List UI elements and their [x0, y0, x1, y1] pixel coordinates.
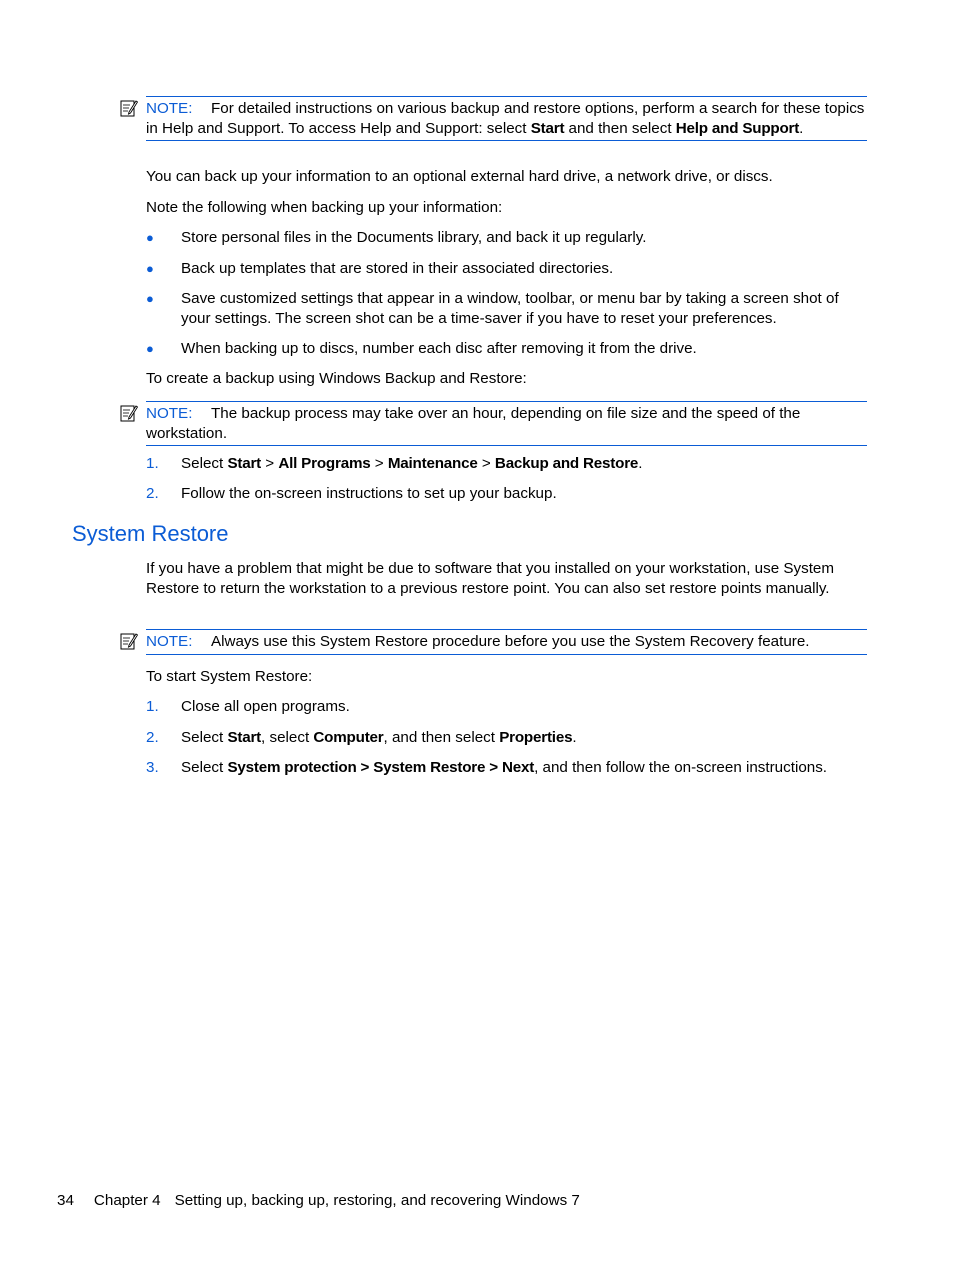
- ui-term-properties: Properties: [499, 729, 573, 746]
- note-box-help-support: [146, 96, 867, 141]
- step-number: 2.: [146, 729, 159, 746]
- ui-term-help-and-support: Help and Support: [675, 119, 800, 137]
- step-text-part: Select: [181, 455, 228, 472]
- step-text-part: Select: [181, 759, 228, 776]
- note-pencil-icon: [120, 99, 138, 117]
- note-text: .: [799, 119, 804, 137]
- step-text-part: , select: [261, 729, 314, 746]
- bullet-icon: ●: [146, 291, 154, 306]
- chapter-title: Setting up, backing up, restoring, and recovering Windows 7: [174, 1192, 580, 1209]
- ui-term-start: Start: [227, 729, 262, 746]
- note-text: The backup process may take over an hour, depending on file size and the speed of the workstation.: [146, 405, 801, 442]
- list-item-text: Save customized settings that appear in a window, toolbar, or menu bar by taking a screen shot of your settings. The screen shot can be a time-saver if you have to reset your preferences.: [181, 290, 839, 327]
- step-text: Follow the on-screen instructions to set up your backup.: [181, 485, 557, 502]
- bullet-icon: ●: [146, 341, 154, 356]
- section-heading: System Restore: [72, 521, 229, 546]
- step-text: Close all open programs.: [181, 698, 350, 715]
- step-text-part: .: [638, 455, 643, 472]
- ui-term-start: Start: [530, 119, 565, 137]
- note-text: and then select: [564, 119, 676, 137]
- paragraph: To create a backup using Windows Backup and Restore:: [146, 370, 527, 387]
- note-text: Always use this System Restore procedure before you use the System Recovery feature.: [211, 633, 810, 650]
- ui-term-maintenance: Maintenance: [387, 455, 478, 472]
- page-number: 34: [57, 1192, 74, 1209]
- note-text: For detailed instructions on various backup and restore options, perform a search for these topics in Help and Support. To access Help and Support: select: [146, 100, 865, 137]
- ui-term-computer: Computer: [313, 729, 384, 746]
- ui-term-all-programs: All Programs: [278, 455, 371, 472]
- list-item-text: Store personal files in the Documents library, and back it up regularly.: [181, 229, 647, 246]
- note-pencil-icon: [120, 632, 138, 650]
- paragraph: You can back up your information to an optional external hard drive, a network drive, or discs.: [146, 168, 773, 185]
- step-text-part: , and then select: [383, 729, 500, 746]
- step-text-part: .: [572, 729, 577, 746]
- chapter-label: Chapter 4: [93, 1192, 161, 1209]
- step-text-part: , and then follow the on-screen instructions.: [534, 759, 828, 776]
- step-text-part: Select: [181, 729, 228, 746]
- ui-term-system-protection-path: System protection > System Restore > Next: [227, 759, 535, 776]
- note-pencil-icon: [120, 404, 138, 422]
- step-text: [181, 758, 868, 778]
- step-text-part: >: [477, 455, 495, 472]
- paragraph: To start System Restore:: [146, 668, 313, 685]
- list-item-text: When backing up to discs, number each disc after removing it from the drive.: [181, 340, 697, 357]
- step-text: [181, 454, 868, 474]
- note-label: NOTE:: [146, 405, 193, 422]
- step-number: 3.: [146, 759, 159, 776]
- page-footer: [57, 1191, 580, 1211]
- step-text-part: >: [370, 455, 388, 472]
- paragraph: Note the following when backing up your information:: [146, 199, 503, 216]
- note-box-backup-time: [146, 401, 867, 446]
- ui-term-backup-and-restore: Backup and Restore: [494, 455, 639, 472]
- step-text-part: >: [261, 455, 279, 472]
- list-item-text: Back up templates that are stored in their associated directories.: [181, 260, 614, 277]
- note-label: NOTE:: [146, 633, 193, 650]
- note-box-system-restore: [146, 629, 867, 655]
- ui-term-start: Start: [227, 455, 262, 472]
- paragraph: If you have a problem that might be due to software that you installed on your workstation, use System Restore to return the workstation to a previous restore point. You can also set restore points manually.: [146, 560, 835, 597]
- note-label: NOTE:: [146, 100, 193, 117]
- step-number: 2.: [146, 485, 159, 502]
- step-number: 1.: [146, 698, 159, 715]
- step-text: [181, 728, 868, 748]
- bullet-icon: ●: [146, 230, 154, 245]
- step-number: 1.: [146, 455, 159, 472]
- bullet-icon: ●: [146, 261, 154, 276]
